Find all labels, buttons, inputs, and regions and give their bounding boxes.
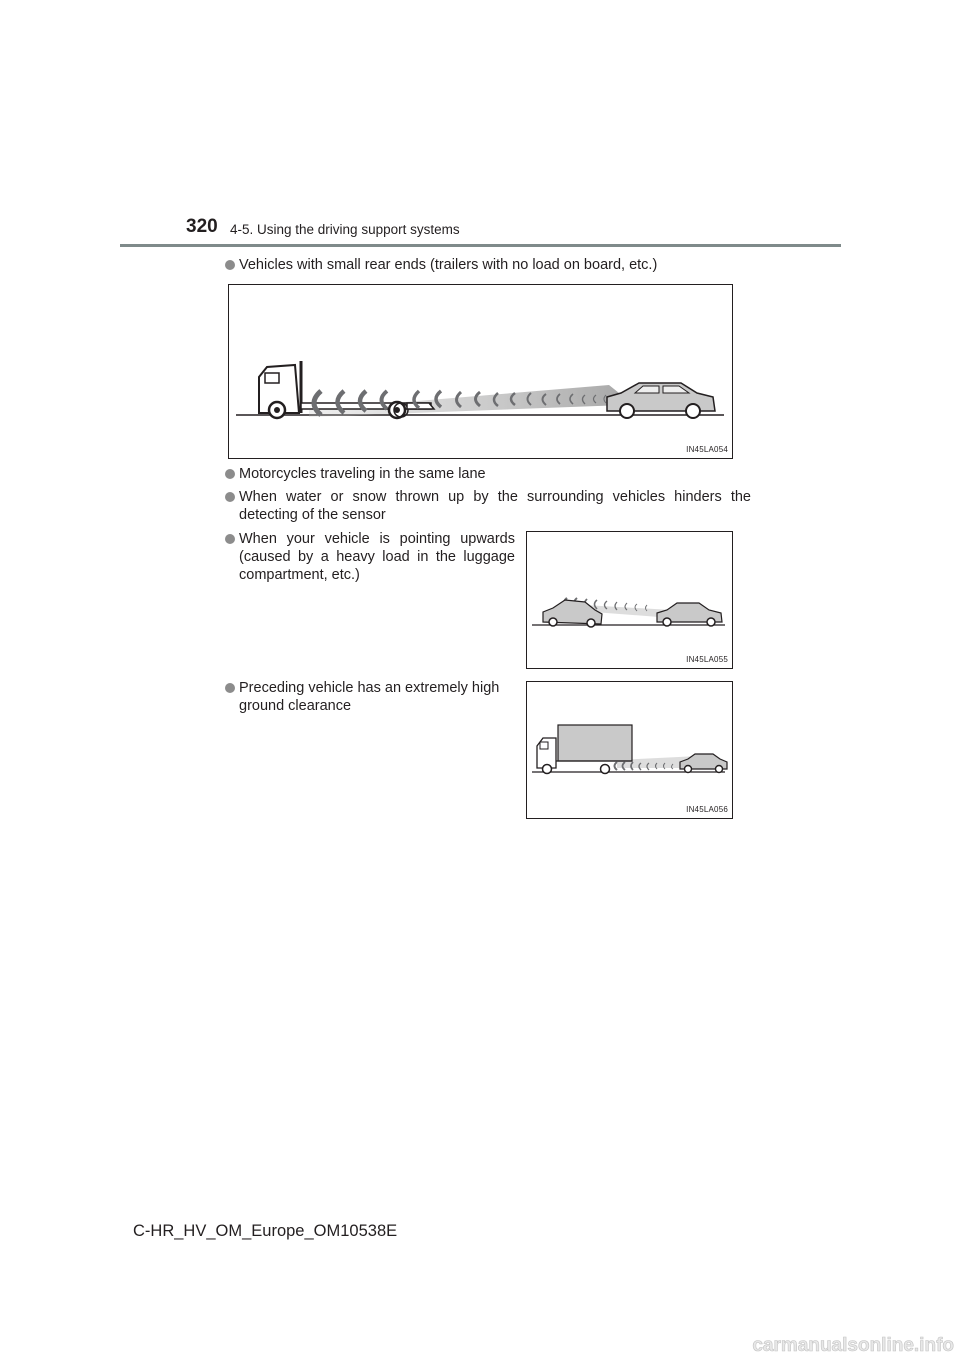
svg-text:carmanualsonline.info: carmanualsonline.info: [752, 1335, 954, 1356]
bullet-item: [225, 465, 755, 483]
figure-code: IN45LA056: [686, 805, 728, 814]
bullet-text: When your vehicle is pointing upwards (caused by a heavy load in the luggage compartment, etc.): [239, 531, 515, 583]
bullet-item: [225, 256, 755, 274]
bullet-dot: [225, 683, 235, 693]
bullet-dot: [225, 492, 235, 502]
figure-pointing-up-illustration: [526, 531, 733, 669]
pointing-up-illustration: [527, 532, 732, 668]
bullet-text: Motorcycles traveling in the same lane: [239, 466, 486, 482]
bullet-text: When water or snow thrown up by the surrounding vehicles hinders the detecting of the sensor: [239, 489, 751, 523]
figure-trailer-illustration: [228, 284, 733, 459]
bullet-dot: [225, 469, 235, 479]
own-car: [543, 600, 602, 627]
document-footer: C-HR_HV_OM_Europe_OM10538E: [133, 1222, 398, 1240]
watermark-logo: [636, 1334, 956, 1356]
tow-truck: [259, 361, 434, 418]
bullet-item: [225, 679, 515, 715]
figure-code: IN45LA055: [686, 655, 728, 664]
bullet-text: Preceding vehicle has an extremely high ground clearance: [239, 680, 500, 714]
bullet-dot: [225, 534, 235, 544]
figure-code: IN45LA054: [686, 445, 728, 454]
header-rule: [120, 244, 841, 247]
preceding-car: [657, 603, 722, 626]
bullet-item: [225, 530, 515, 584]
bullet-item: [225, 488, 751, 524]
high-clearance-illustration: [527, 682, 732, 818]
bullet-dot: [225, 260, 235, 270]
page-number: 320: [186, 216, 218, 237]
bullet-text: Vehicles with small rear ends (trailers with no load on board, etc.): [239, 257, 658, 273]
trailer-illustration: [229, 285, 732, 458]
figure-high-clearance-illustration: [526, 681, 733, 819]
section-title: 4-5. Using the driving support systems: [230, 222, 460, 237]
sedan-car: [607, 383, 715, 418]
